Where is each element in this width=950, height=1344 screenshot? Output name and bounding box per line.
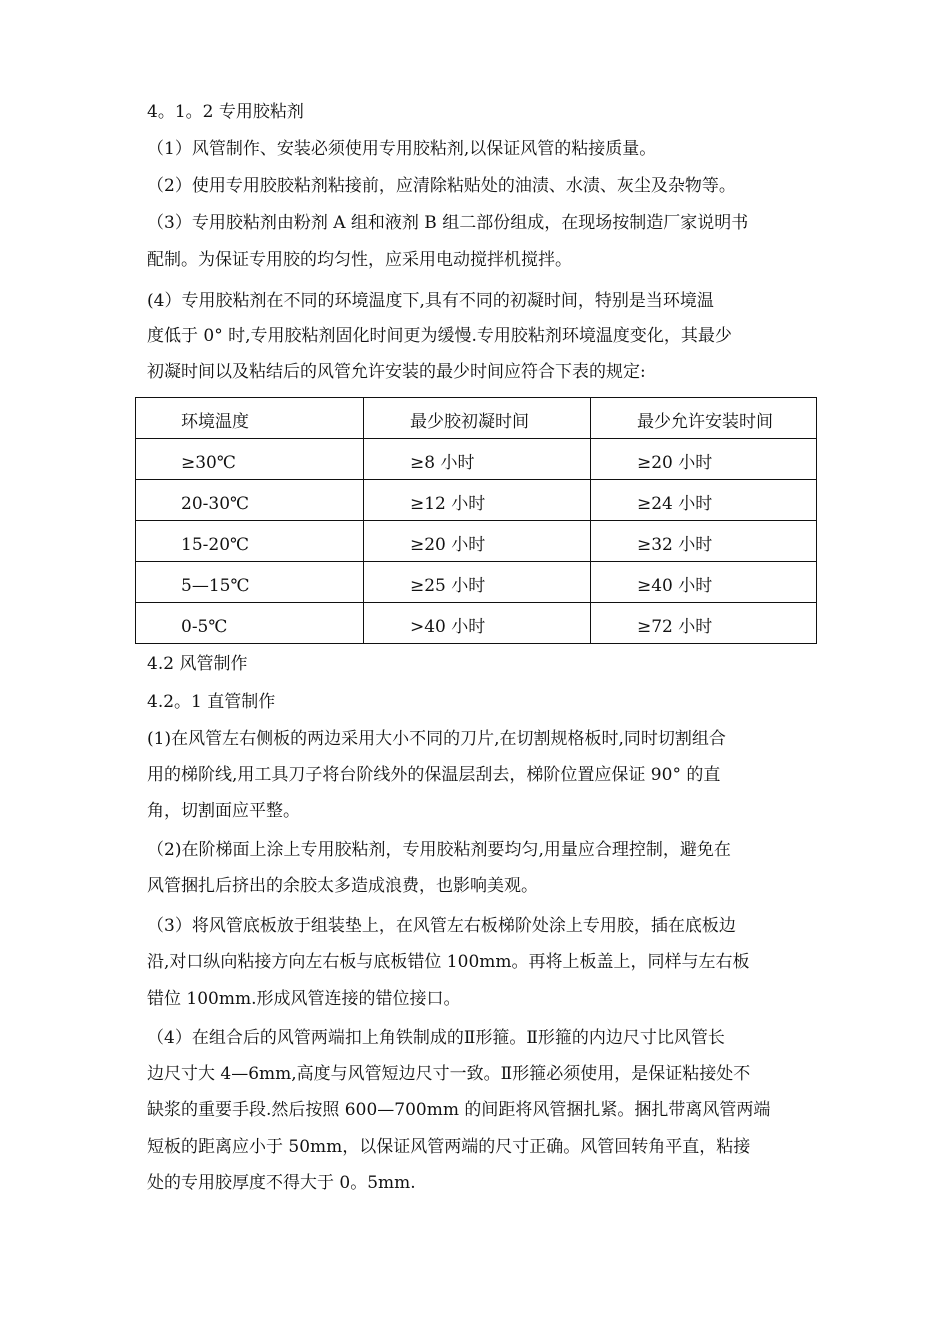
table-cell: >40 小时 xyxy=(364,603,591,644)
table-row xyxy=(136,562,817,603)
subsection-heading-4-2-1: 4.2。1 直管制作 xyxy=(147,692,276,712)
table-header-cell: 最少胶初凝时间 xyxy=(364,398,591,439)
table-cell: ≥20 小时 xyxy=(591,439,817,480)
paragraph-line: （1）风管制作、安装必须使用专用胶粘剂,以保证风管的粘接质量。 xyxy=(147,139,657,159)
table-cell: ≥24 小时 xyxy=(591,480,817,521)
table-row xyxy=(136,521,817,562)
paragraph-line: 度低于 0° 时,专用胶粘剂固化时间更为缓慢.专用胶粘剂环境温度变化，其最少 xyxy=(147,326,732,346)
paragraph-line: 配制。为保证专用胶的均匀性，应采用电动搅拌机搅拌。 xyxy=(147,250,572,270)
table-cell: ≥12 小时 xyxy=(364,480,591,521)
table-cell: 20-30℃ xyxy=(136,480,364,521)
paragraph-line: 边尺寸大 4—6mm,高度与风管短边尺寸一致。Ⅱ形箍必须使用，是保证粘接处不 xyxy=(147,1064,751,1084)
table-header-cell: 环境温度 xyxy=(136,398,364,439)
paragraph-line: 角，切割面应平整。 xyxy=(147,801,300,821)
section-heading-4-2: 4.2 风管制作 xyxy=(147,654,248,674)
table-cell: ≥72 小时 xyxy=(591,603,817,644)
table-cell: ≥20 小时 xyxy=(364,521,591,562)
paragraph-line: 风管捆扎后挤出的余胶太多造成浪费，也影响美观。 xyxy=(147,876,538,896)
paragraph-line: 沿,对口纵向粘接方向左右板与底板错位 100mm。再将上板盖上，同样与左右板 xyxy=(147,952,750,972)
table-row xyxy=(136,439,817,480)
paragraph-line: （2）使用专用胶胶粘剂粘接前，应清除粘贴处的油渍、水渍、灰尘及杂物等。 xyxy=(147,176,736,196)
table-row xyxy=(136,480,817,521)
paragraph-line: 错位 100mm.形成风管连接的错位接口。 xyxy=(147,989,461,1009)
table-cell: ≥8 小时 xyxy=(364,439,591,480)
table-cell: ≥30℃ xyxy=(136,439,364,480)
paragraph-line: 初凝时间以及粘结后的风管允许安装的最少时间应符合下表的规定: xyxy=(147,362,646,382)
table-cell: 0-5℃ xyxy=(136,603,364,644)
table-cell: ≥32 小时 xyxy=(591,521,817,562)
paragraph-line: 用的梯阶线,用工具刀子将台阶线外的保温层刮去，梯阶位置应保证 90° 的直 xyxy=(147,765,721,785)
section-heading-4-1-2: 4。1。2 专用胶粘剂 xyxy=(147,102,304,122)
paragraph-line: （2)在阶梯面上涂上专用胶粘剂，专用胶粘剂要均匀,用量应合理控制，避免在 xyxy=(147,840,731,860)
paragraph-line: （3）将风管底板放于组装垫上，在风管左右板梯阶处涂上专用胶，插在底板边 xyxy=(147,916,736,936)
glue-time-table xyxy=(135,397,817,644)
paragraph-line: 短板的距离应小于 50mm，以保证风管两端的尺寸正确。风管回转角平直，粘接 xyxy=(147,1137,751,1157)
table-header-row xyxy=(136,398,817,439)
paragraph-line: 处的专用胶厚度不得大于 0。5mm. xyxy=(147,1173,416,1193)
table-cell: ≥40 小时 xyxy=(591,562,817,603)
table-cell: ≥25 小时 xyxy=(364,562,591,603)
table-row xyxy=(136,603,817,644)
paragraph-line: （3）专用胶粘剂由粉剂 A 组和液剂 B 组二部份组成，在现场按制造厂家说明书 xyxy=(147,213,749,233)
paragraph-line: (4）专用胶粘剂在不同的环境温度下,具有不同的初凝时间，特别是当环境温 xyxy=(147,291,714,311)
table-header-cell: 最少允许安装时间 xyxy=(591,398,817,439)
table-cell: 15-20℃ xyxy=(136,521,364,562)
paragraph-line: (1)在风管左右侧板的两边采用大小不同的刀片,在切割规格板时,同时切割组合 xyxy=(147,729,726,749)
paragraph-line: 缺浆的重要手段.然后按照 600—700mm 的间距将风管捆扎紧。捆扎带离风管两端 xyxy=(147,1100,771,1120)
paragraph-line: （4）在组合后的风管两端扣上角铁制成的Ⅱ形箍。Ⅱ形箍的内边尺寸比风管长 xyxy=(147,1028,725,1048)
table-cell: 5—15℃ xyxy=(136,562,364,603)
